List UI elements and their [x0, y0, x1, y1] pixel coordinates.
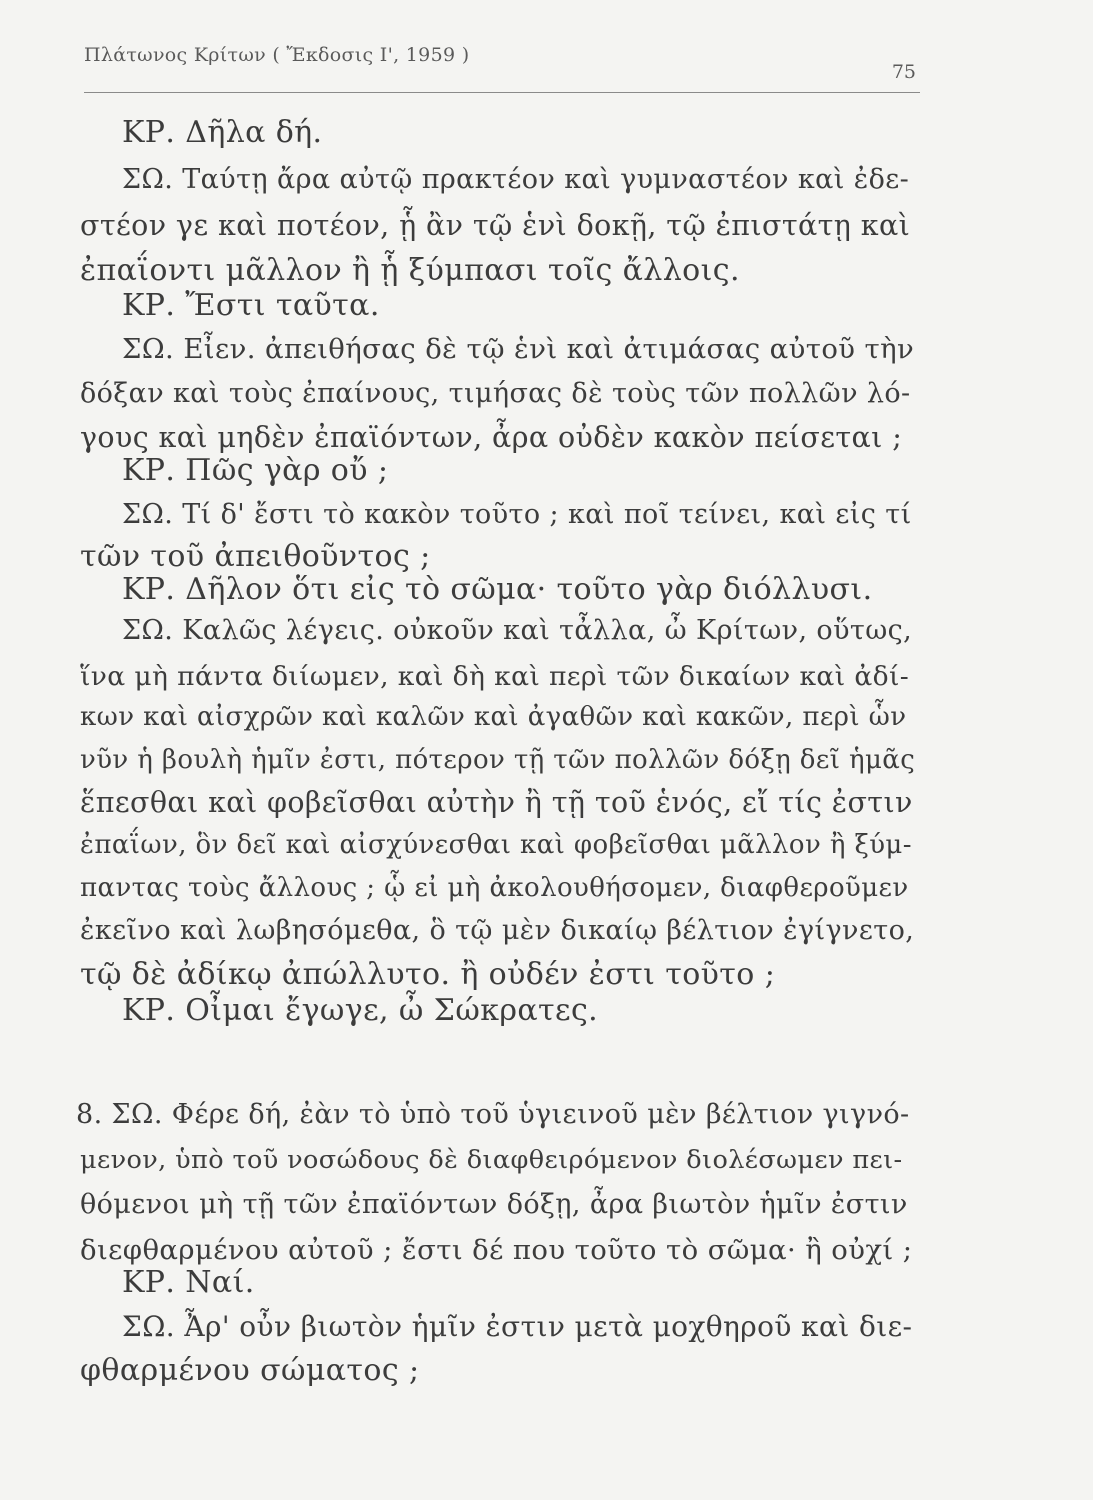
text-line: 8. ΣΩ. Φέρε δή, ἐὰν τὸ ὑπὸ τοῦ ὑγιεινοῦ μὲν βέλτιον γιγνό-	[76, 1099, 910, 1130]
text-line: ΣΩ. Ἆρ' οὖν βιωτὸν ἡμῖν ἐστιν μετὰ μοχθηροῦ καὶ διε-	[122, 1310, 913, 1343]
text-line: ΣΩ. Ταύτῃ ἄρα αὐτῷ πρακτέον καὶ γυμναστέον καὶ ἐδε-	[122, 164, 910, 195]
text-line: δόξαν καὶ τοὺς ἐπαίνους, τιμήσας δὲ τοὺς τῶν πολλῶν λό-	[80, 378, 911, 409]
text-line: στέον γε καὶ ποτέον, ᾗ ἂν τῷ ἑνὶ δοκῇ, τῷ ἐπιστάτῃ καὶ	[80, 209, 911, 242]
text-line: ΣΩ. Καλῶς λέγεις. οὐκοῦν καὶ τἆλλα, ὦ Κρίτων, οὕτως,	[122, 615, 913, 646]
text-line: ἵνα μὴ πάντα διίωμεν, καὶ δὴ καὶ περὶ τῶν δικαίων καὶ ἀδί-	[80, 661, 910, 692]
text-line: ΣΩ. Τί δ' ἔστι τὸ κακὸν τοῦτο ; καὶ ποῖ τείνει, καὶ εἰς τί	[122, 499, 912, 530]
text-line: ΚΡ. Δῆλον ὅτι εἰς τὸ σῶμα· τοῦτο γὰρ διόλλυσι.	[122, 572, 873, 607]
text-line: ΚΡ. Ἔστι ταῦτα.	[122, 288, 380, 323]
text-line: μενον, ὑπὸ τοῦ νοσώδους δὲ διαφθειρόμενον διολέσωμεν πει-	[80, 1145, 903, 1175]
text-line: ΚΡ. Οἶμαι ἔγωγε, ὦ Σώκρατες.	[122, 993, 599, 1028]
text-line: ἕπεσθαι καὶ φοβεῖσθαι αὐτὴν ἢ τῇ τοῦ ἑνός, εἴ τίς ἐστιν	[80, 786, 913, 819]
text-line: ΣΩ. Εἶεν. ἀπειθήσας δὲ τῷ ἑνὶ καὶ ἀτιμάσας αὐτοῦ τὴν	[122, 333, 915, 365]
text-line: κων καὶ αἰσχρῶν καὶ καλῶν καὶ ἀγαθῶν καὶ κακῶν, περὶ ὧν	[80, 702, 907, 732]
text-line: ΚΡ. Πῶς γὰρ οὔ ;	[122, 453, 389, 488]
text-line: ΚΡ. Δῆλα δή.	[122, 115, 323, 150]
text-line: νῦν ἡ βουλὴ ἡμῖν ἐστι, πότερον τῇ τῶν πολλῶν δόξῃ δεῖ ἡμᾶς	[80, 745, 916, 775]
text-line: παντας τοὺς ἄλλους ; ᾧ εἰ μὴ ἀκολουθήσομεν, διαφθεροῦμεν	[80, 873, 909, 903]
text-line: τῶν τοῦ ἀπειθοῦντος ;	[80, 539, 431, 574]
text-line: ἐπαΐοντι μᾶλλον ἢ ᾗ ξύμπασι τοῖς ἄλλοις.	[80, 253, 740, 288]
page-number: 75	[891, 61, 916, 83]
text-line: ΚΡ. Ναί.	[122, 1265, 255, 1300]
text-line: ἐπαΐων, ὃν δεῖ καὶ αἰσχύνεσθαι καὶ φοβεῖσθαι μᾶλλον ἢ ξύμ-	[80, 830, 912, 860]
header-title: Πλάτωνος Κρίτων ( Ἔκδοσις Ι', 1959 )	[84, 44, 470, 66]
text-line: τῷ δὲ ἀδίκῳ ἀπώλλυτο. ἢ οὐδέν ἐστι τοῦτο ;	[80, 957, 776, 992]
text-line: φθαρμένου σώματος ;	[80, 1353, 420, 1388]
text-line: γους καὶ μηδὲν ἐπαϊόντων, ἆρα οὐδὲν κακὸν πείσεται ;	[80, 421, 903, 454]
text-line: θόμενοι μὴ τῇ τῶν ἐπαϊόντων δόξῃ, ἆρα βιωτὸν ἡμῖν ἐστιν	[80, 1189, 908, 1220]
text-line: διεφθαρμένου αὐτοῦ ; ἔστι δέ που τοῦτο τὸ σῶμα· ἢ οὐχί ;	[80, 1234, 913, 1266]
text-line: ἐκεῖνο καὶ λωβησόμεθα, ὃ τῷ μὲν δικαίῳ βέλτιον ἐγίγνετο,	[80, 915, 915, 946]
